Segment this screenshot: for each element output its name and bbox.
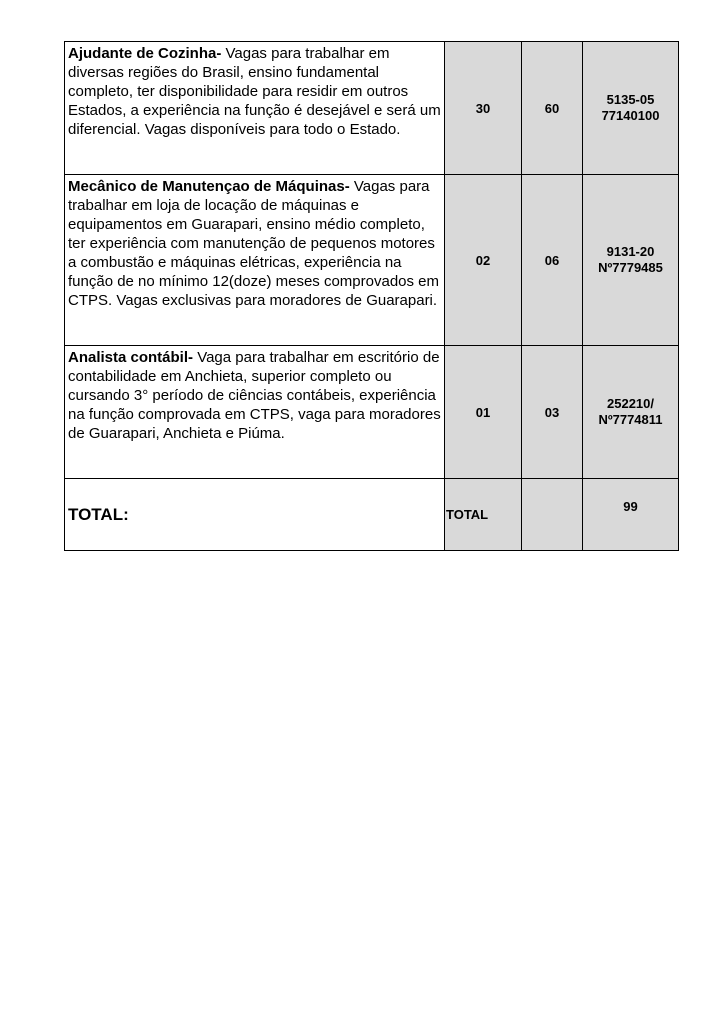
job-code-line1: 252210/: [607, 396, 654, 411]
job-description: Vaga para trabalhar em escritório de contabilidade em Anchieta, superior completo ou cursando 3° período de ciências contábeis, experiência na função comprovada em CTPS, vaga para moradores de Guarapari, Anchieta e Piúma.: [68, 349, 441, 442]
total-row: [65, 479, 679, 551]
job-count-a: 01: [445, 346, 522, 479]
job-description: Vagas para trabalhar em loja de locação de máquinas e equipamentos em Guarapari, ensino médio completo, ter experiência com manutenção de pequenos motores a combustão e máquinas elétricas, experiência na função de no mínimo 12(doze) meses comprovados em CTPS. Vagas exclusivas para moradores de Guarapari.: [68, 178, 440, 309]
job-code-cell: [583, 42, 679, 175]
job-description-cell: [65, 175, 445, 346]
job-description-cell: [65, 42, 445, 175]
table-row: [65, 42, 679, 175]
job-code-line2: 77140100: [601, 108, 660, 123]
job-code-cell: [583, 175, 679, 346]
job-code-line1: 9131-20: [606, 244, 655, 259]
job-code-line2: Nº7774811: [598, 412, 663, 427]
job-count-b: 06: [522, 175, 583, 346]
job-title: Analista contábil-: [68, 349, 194, 366]
job-code-line2: Nº7779485: [598, 260, 663, 275]
total-empty-cell: [522, 479, 583, 551]
job-count-a: 02: [445, 175, 522, 346]
job-count-b: 03: [522, 346, 583, 479]
job-title: Ajudante de Cozinha-: [68, 45, 222, 62]
table-row: [65, 175, 679, 346]
job-count-b: 60: [522, 42, 583, 175]
job-title: Mecânico de Manutençao de Máquinas-: [68, 178, 350, 195]
job-description-cell: [65, 346, 445, 479]
job-code-line1: 5135-05: [606, 92, 655, 107]
total-mid-label: TOTAL: [445, 479, 522, 551]
job-vacancies-table: [64, 41, 679, 551]
table-row: [65, 346, 679, 479]
total-sum: 99: [583, 479, 679, 551]
total-label: TOTAL:: [65, 479, 445, 551]
job-count-a: 30: [445, 42, 522, 175]
job-description: Vagas para trabalhar em diversas regiões do Brasil, ensino fundamental completo, ter disponibilidade para residir em outros Estados, a experiência na função é desejável e será um diferencial. Vagas disponíveis para todo o Estado.: [68, 45, 441, 138]
job-code-cell: [583, 346, 679, 479]
